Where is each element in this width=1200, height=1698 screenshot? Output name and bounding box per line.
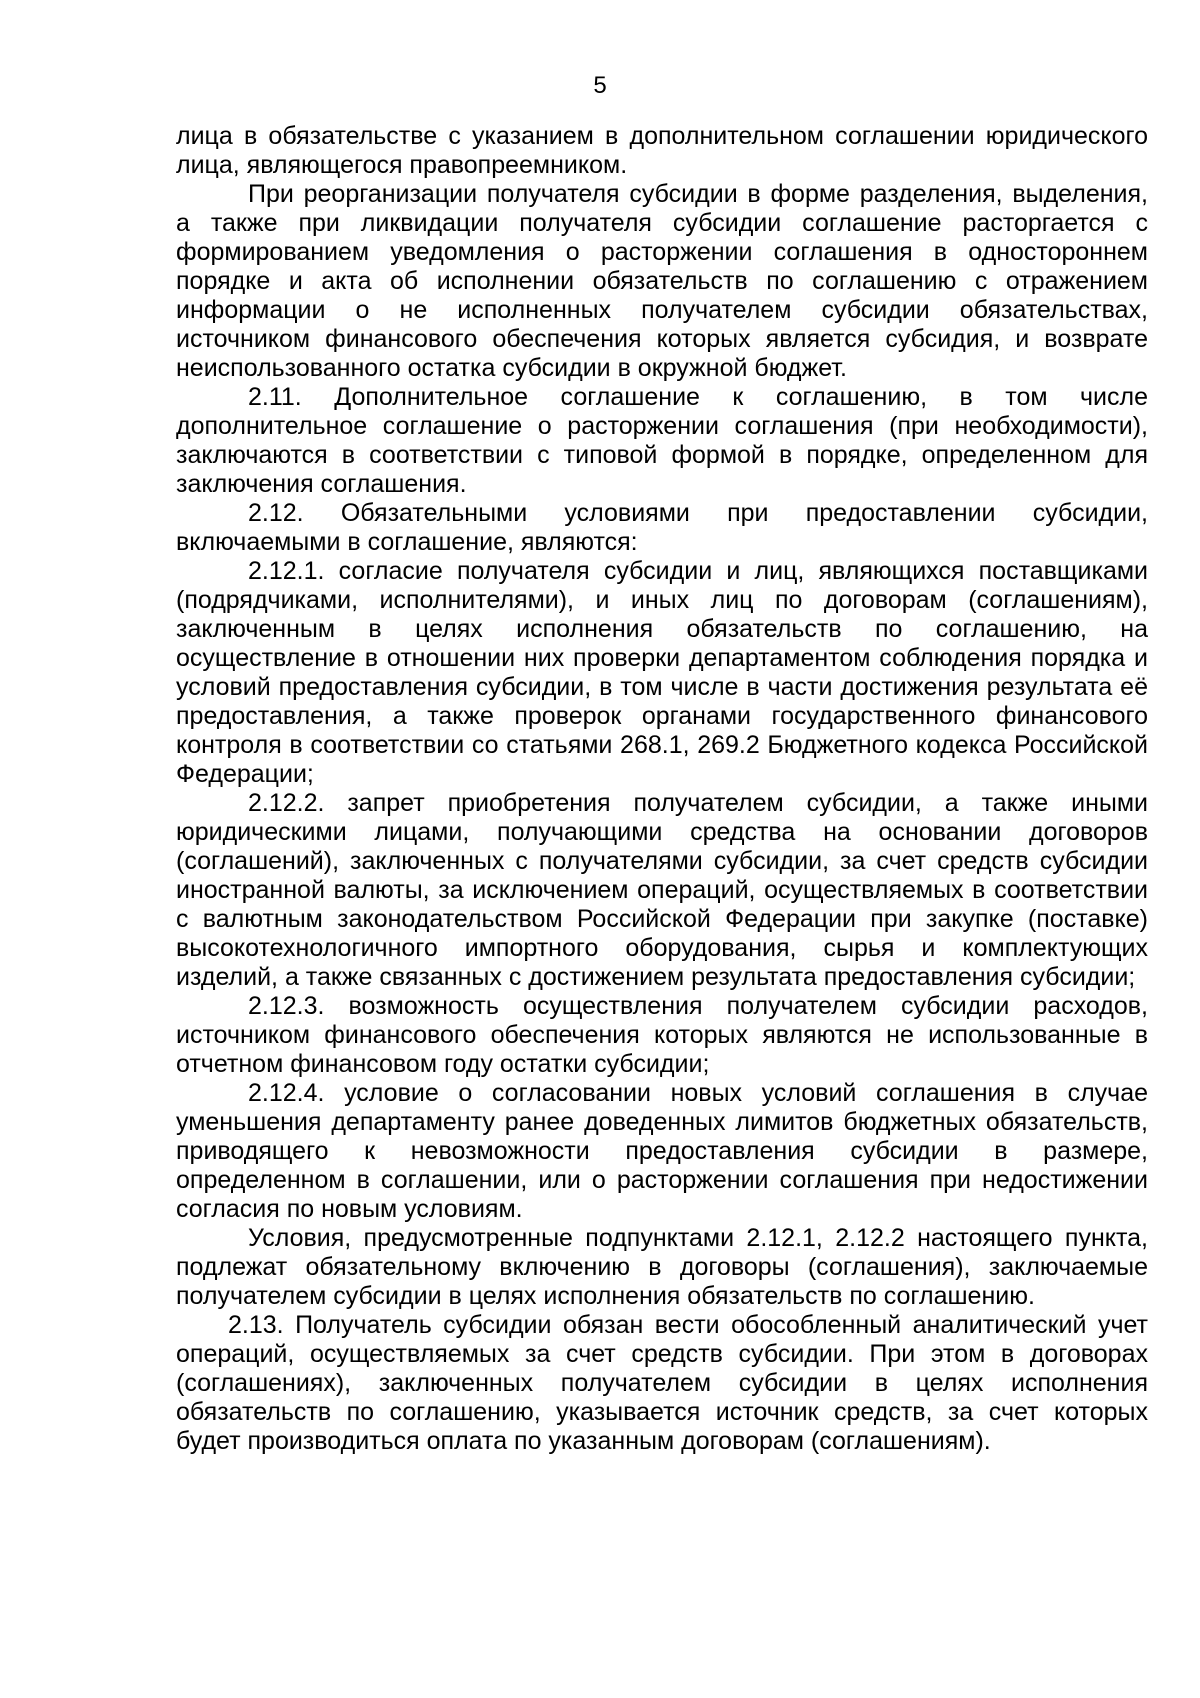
paragraph-conditions: Условия, предусмотренные подпунктами 2.12.1, 2.12.2 настоящего пункта, подлежат обязательному включению в договоры (соглашения), заключаемые получателем субсидии в целях исполнения обязательств по соглашению. xyxy=(176,1224,1148,1310)
paragraph-2-11: 2.11. Дополнительное соглашение к соглашению, в том числе дополнительное соглашение о расторжении соглашения (при необходимости), заключаются в соответствии с типовой формой в порядке, определенном для заключения соглашения. xyxy=(176,383,1148,498)
paragraph-2-12-3: 2.12.3. возможность осуществления получателем субсидии расходов, источником финансового обеспечения которых являются не использованные в отчетном финансовом году остатки субсидии; xyxy=(176,992,1148,1078)
document-body xyxy=(176,122,1148,1456)
paragraph-2-12-4: 2.12.4. условие о согласовании новых условий соглашения в случае уменьшения департаменту ранее доведенных лимитов бюджетных обязательств, приводящего к невозможности предоставления субсидии в размере, определенном в соглашении, или о расторжении соглашения при недостижении согласия по новым условиям. xyxy=(176,1079,1148,1223)
paragraph-reorganization: При реорганизации получателя субсидии в форме разделения, выделения, а также при ликвидации получателя субсидии соглашение расторгается с формированием уведомления о расторжении соглашения в одностороннем порядке и акта об исполнении обязательств по соглашению с отражением информации о не исполненных получателем субсидии обязательствах, источником финансового обеспечения которых является субсидия, и возврате неиспользованного остатка субсидии в окружной бюджет. xyxy=(176,180,1148,382)
paragraph-2-12-2: 2.12.2. запрет приобретения получателем субсидии, а также иными юридическими лицами, получающими средства на основании договоров (соглашений), заключенных с получателями субсидии, за счет средств субсидии иностранной валюты, за исключением операций, осуществляемых в соответствии с валютным законодательством Российской Федерации при закупке (поставке) высокотехнологичного импортного оборудования, сырья и комплектующих изделий, а также связанных с достижением результата предоставления субсидии; xyxy=(176,789,1148,991)
page-number: 5 xyxy=(593,72,607,99)
paragraph-continuation: лица в обязательстве с указанием в дополнительном соглашении юридического лица, являющегося правопреемником. xyxy=(176,122,1148,179)
paragraph-2-12-1: 2.12.1. согласие получателя субсидии и лиц, являющихся поставщиками (подрядчиками, исполнителями), и иных лиц по договорам (соглашениям), заключенным в целях исполнения обязательств по соглашению, на осуществление в отношении них проверки департаментом соблюдения порядка и условий предоставления субсидии, в том числе в части достижения результата её предоставления, а также проверок органами государственного финансового контроля в соответствии со статьями 268.1, 269.2 Бюджетного кодекса Российской Федерации; xyxy=(176,557,1148,788)
paragraph-2-13: 2.13. Получатель субсидии обязан вести обособленный аналитический учет операций, осуществляемых за счет средств субсидии. При этом в договорах (соглашениях), заключенных получателем субсидии в целях исполнения обязательств по соглашению, указывается источник средств, за счет которых будет производиться оплата по указанным договорам (соглашениям). xyxy=(176,1311,1148,1455)
paragraph-2-12: 2.12. Обязательными условиями при предоставлении субсидии, включаемыми в соглашение, являются: xyxy=(176,499,1148,556)
